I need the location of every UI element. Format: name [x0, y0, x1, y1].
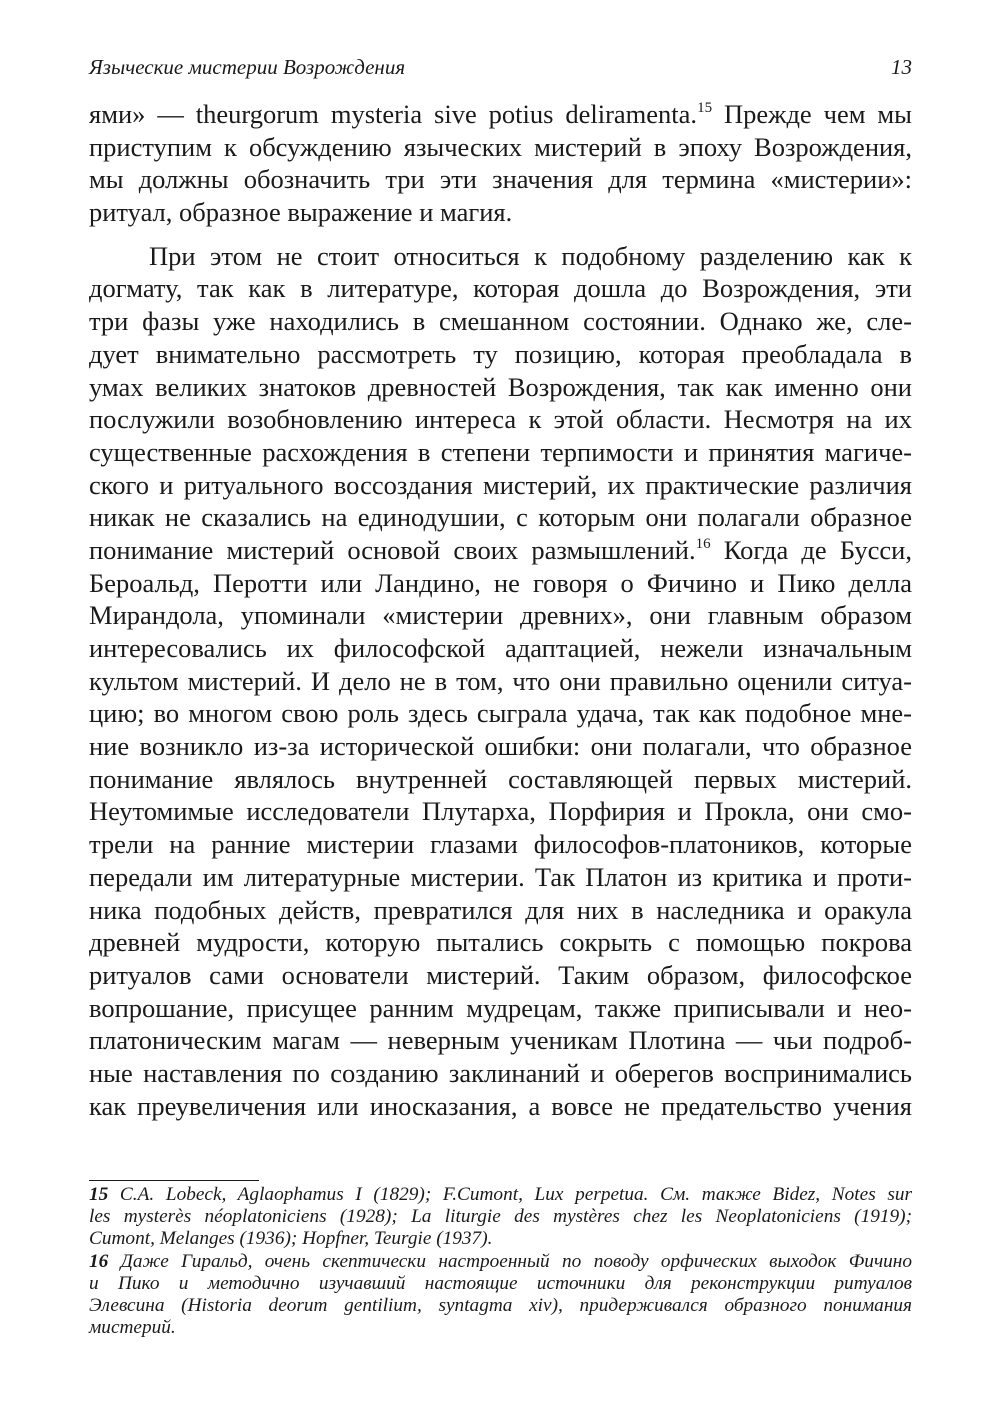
text-line [89, 599, 912, 632]
text-line [89, 1090, 912, 1123]
text-run: существенные расхождения в степени терпимости и принятия магиче- [89, 436, 912, 467]
footnote-number: 16 [89, 1250, 109, 1272]
running-head [89, 55, 912, 85]
text-line [89, 338, 912, 371]
text-run: Мирандола, упоминали «мистерии древних», они главным образом [89, 600, 912, 631]
text-line [89, 894, 912, 927]
text-line [89, 305, 912, 338]
text-line [89, 730, 912, 763]
page-number: 13 [891, 55, 912, 79]
footnote-text: мистерий. [89, 1317, 176, 1339]
footnote-line [89, 1273, 912, 1295]
footnote [89, 1251, 912, 1340]
text-run: ского и ритуального воссоздания мистерий, их практические различия [89, 469, 912, 500]
text-run: ритуалов сами основатели мистерий. Таким образом, философское [89, 959, 912, 990]
footnote-text: и Пико и методично изучавший настоящие источники для реконструкции ритуалов [89, 1272, 912, 1294]
text-run: платоническим магам — неверным ученикам Плотина — чьи подроб- [89, 1025, 912, 1056]
footnote-text: les mysterès néoplatoniciens (1928); La liturgie des mystères chez les Neoplatoniciens (1919); [89, 1206, 912, 1228]
paragraph [89, 98, 912, 229]
footnote-line [89, 1317, 912, 1339]
paragraph-gap [89, 229, 912, 240]
text-run: дует внимательно рассмотреть ту позицию, которая преобладала в [89, 338, 912, 369]
footnote [89, 1184, 912, 1251]
text-line [89, 436, 912, 469]
text-run: ние возникло из-за исторической ошибки: они полагали, что образное [89, 731, 912, 762]
text-line [89, 131, 912, 164]
text-line [89, 469, 912, 502]
footnote-text: Даже Гиральд, очень скептически настроенный по поводу орфических выходок Фичино [108, 1250, 912, 1272]
paragraph [89, 240, 912, 1123]
text-line [89, 763, 912, 796]
text-run: Когда де Бусси, [710, 534, 912, 565]
text-line [89, 697, 912, 730]
text-line [89, 371, 912, 404]
text-run: догмату, так как в литературе, которая дошла до Возрождения, эти [89, 273, 912, 304]
text-line [89, 1024, 912, 1057]
text-line [89, 632, 912, 665]
text-run: культом мистерий. И дело не в том, что они правильно оценили ситуа- [89, 665, 912, 696]
text-run: древней мудрости, которую пытались сокрыть с помощью покрова [89, 927, 912, 958]
text-run: понимание являлось внутренней составляющей первых мистерий. [89, 763, 912, 794]
text-line [89, 861, 912, 894]
text-run: ритуал, образное выражение и магия. [89, 197, 513, 228]
text-line [89, 567, 912, 600]
footnote-text: Элевсина (Historia deorum gentilium, syntagma xiv), придерживался образного понимания [89, 1294, 912, 1316]
text-run: умах великих знатоков древностей Возрождения, так как именно они [89, 371, 912, 402]
footnote-line [89, 1206, 912, 1228]
text-run: ные наставления по созданию заклинаний и оберегов воспринимались [89, 1057, 912, 1088]
text-run: как преувеличения или иносказания, а вовсе не предательство учения [89, 1090, 912, 1121]
text-run: три фазы уже находились в смешанном состоянии. Однако же, сле- [89, 306, 912, 337]
footnotes [89, 1184, 912, 1339]
text-run: ями» — theurgorum mysteria sive potius deliramenta. [89, 99, 698, 129]
text-line [89, 196, 912, 229]
text-line [89, 1057, 912, 1090]
text-run: передали им литературные мистерии. Так Платон из критика и проти- [89, 861, 912, 892]
text-run: интересовались их философской адаптацией, нежели изначальным [89, 633, 912, 663]
text-line [89, 795, 912, 828]
text-run: ника подобных действ, превратился для них в наследника и оракула [89, 894, 912, 925]
text-line [89, 98, 912, 131]
text-line [89, 665, 912, 698]
text-line [89, 926, 912, 959]
text-run: Бероальд, Перотти или Ландино, не говоря о Фичино и Пико делла [89, 567, 912, 598]
footnote-ref: 16 [695, 535, 711, 552]
text-line [89, 992, 912, 1025]
text-run: приступим к обсуждению языческих мистерий в эпоху Возрождения, [89, 131, 912, 162]
text-run: вопрошание, присущее ранним мудрецам, также приписывали и нео- [89, 992, 912, 1023]
text-line [89, 272, 912, 305]
footnote-line [89, 1295, 912, 1317]
text-line [89, 959, 912, 992]
text-run: мы должны обозначить три эти значения для термина «мистерии»: [89, 164, 912, 195]
text-line [89, 534, 912, 567]
text-line [89, 163, 912, 196]
footnote-line [89, 1228, 912, 1250]
text-line [89, 403, 912, 436]
text-line [89, 240, 912, 273]
text-line [89, 501, 912, 534]
text-run: Неутомимые исследователи Плутарха, Порфирия и Прокла, они смо- [89, 796, 912, 827]
text-run: трели на ранние мистерии глазами философов-платоников, которые [89, 829, 912, 860]
footnote-line [89, 1184, 912, 1206]
footnote-text: Cumont, Melanges (1936); Hopfner, Teurgie (1937). [89, 1228, 493, 1250]
text-run: понимание мистерий основой своих размышлений. [89, 534, 696, 565]
text-line [89, 828, 912, 861]
text-run: никак не сказались на единодушии, с которым они полагали образное [89, 502, 912, 533]
body-text [89, 98, 912, 1122]
footnote-separator [89, 1180, 259, 1181]
footnote-line [89, 1251, 912, 1273]
text-run: При этом не стоит относиться к подобному разделению как к [149, 240, 912, 271]
text-run: Прежде чем мы [712, 99, 912, 129]
running-head-title: Языческие мистерии Возрождения [89, 55, 406, 79]
footnote-ref: 15 [697, 100, 713, 116]
text-run: послужили возобновлению интереса к этой области. Несмотря на их [89, 404, 912, 435]
footnote-number: 15 [89, 1184, 109, 1205]
text-run: цию; во многом свою роль здесь сыграла удача, так как подобное мне- [89, 698, 912, 729]
footnote-text: C.A. Lobeck, Aglaophamus I (1829); F.Cumont, Lux perpetua. См. также Bidez, Notes sur [108, 1184, 912, 1205]
